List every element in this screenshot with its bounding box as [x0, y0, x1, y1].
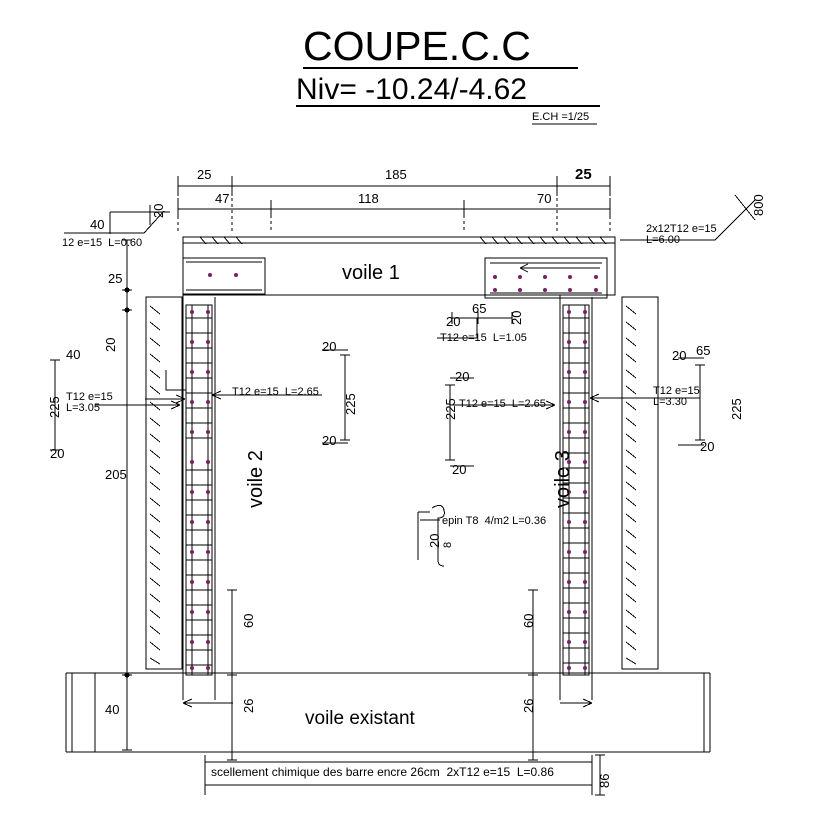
annot-left-bar: 12 e=15 L=0.60 — [62, 237, 143, 249]
dim-mid-20-e: 20 — [322, 433, 337, 448]
annot-voile3-bar: T12 e=15 L=2.65 — [459, 398, 546, 410]
dim-mid-20-a: 20 — [446, 314, 461, 329]
dim-left-20: 20 — [151, 203, 166, 218]
drawing-title: COUPE.C.C — [303, 23, 531, 69]
label-voile1: voile 1 — [342, 262, 400, 284]
drawing-subtitle: Niv= -10.24/-4.62 — [296, 73, 527, 106]
annot-mid-right-short: T12 e=15 L=1.05 — [440, 332, 527, 344]
dim-right-225: 225 — [729, 398, 744, 420]
dim-86: 86 — [597, 773, 612, 788]
dim-right-20: 20 — [672, 348, 687, 363]
label-voile2: voile 2 — [245, 450, 267, 508]
dim-mid-20-g: 20 — [452, 462, 467, 477]
drawing-scale: E.CH =1/25 — [532, 111, 590, 123]
dim-left-25: 25 — [108, 271, 123, 286]
dim-inner-26-right: 26 — [521, 698, 536, 713]
dim-left-20b: 20 — [50, 446, 65, 461]
annot-voile2-bar: T12 e=15 L=2.65 — [232, 386, 319, 398]
annot-epin: epin T8 4/m2 L=0.36 — [442, 515, 547, 527]
dim-top-25-left: 25 — [197, 167, 212, 182]
dim-left-40b: 40 — [105, 702, 120, 717]
dim-top-25-right: 25 — [575, 166, 592, 183]
dim-right-20b: 20 — [700, 439, 715, 454]
dim-top-185: 185 — [385, 167, 407, 182]
annot-bottom: scellement chimique des barre encre 26cm 2xT12 e=15 L=0.86 — [211, 765, 554, 779]
dim-left-20-mid: 20 — [103, 337, 118, 352]
leader-left-top — [64, 211, 164, 233]
dim-mid-20-b: 20 — [509, 310, 524, 325]
rebar-cage-left — [183, 258, 265, 294]
dim-top-70: 70 — [537, 191, 552, 206]
dim-right-65: 65 — [696, 343, 711, 358]
dim-left-40: 40 — [90, 217, 105, 232]
dim-left-205: 205 — [105, 467, 127, 482]
dim-mid-225-c: 225 — [343, 393, 358, 415]
dim-epin-20: 20 — [427, 533, 442, 548]
dim-800: 800 — [751, 194, 766, 216]
annot-left-mid: T12 e=15 L=3.05 — [66, 391, 113, 414]
dim-left-40-mid: 40 — [66, 347, 81, 362]
dim-mid-20-d: 20 — [455, 369, 470, 384]
dim-mid-65: 65 — [472, 301, 487, 316]
dim-left-225: 225 — [47, 396, 62, 418]
dim-inner-60-left: 60 — [241, 613, 256, 628]
dim-top-47: 47 — [215, 191, 230, 206]
dim-mid-20-c: 20 — [322, 339, 337, 354]
dim-epin-8: 8 — [442, 541, 454, 548]
dim-top-118: 118 — [358, 191, 379, 206]
annot-right-mid: T12 e=15 L=3.30 — [653, 385, 700, 408]
dim-inner-26-left: 26 — [241, 698, 256, 713]
label-voile3: voile 3 — [552, 450, 574, 508]
annot-top-right-bar: 2x12T12 e=15 L=6.00 — [646, 223, 717, 246]
dim-inner-60-right: 60 — [521, 613, 536, 628]
dim-mid-225-d: 225 — [443, 398, 458, 420]
label-voile-existant: voile existant — [305, 708, 415, 729]
